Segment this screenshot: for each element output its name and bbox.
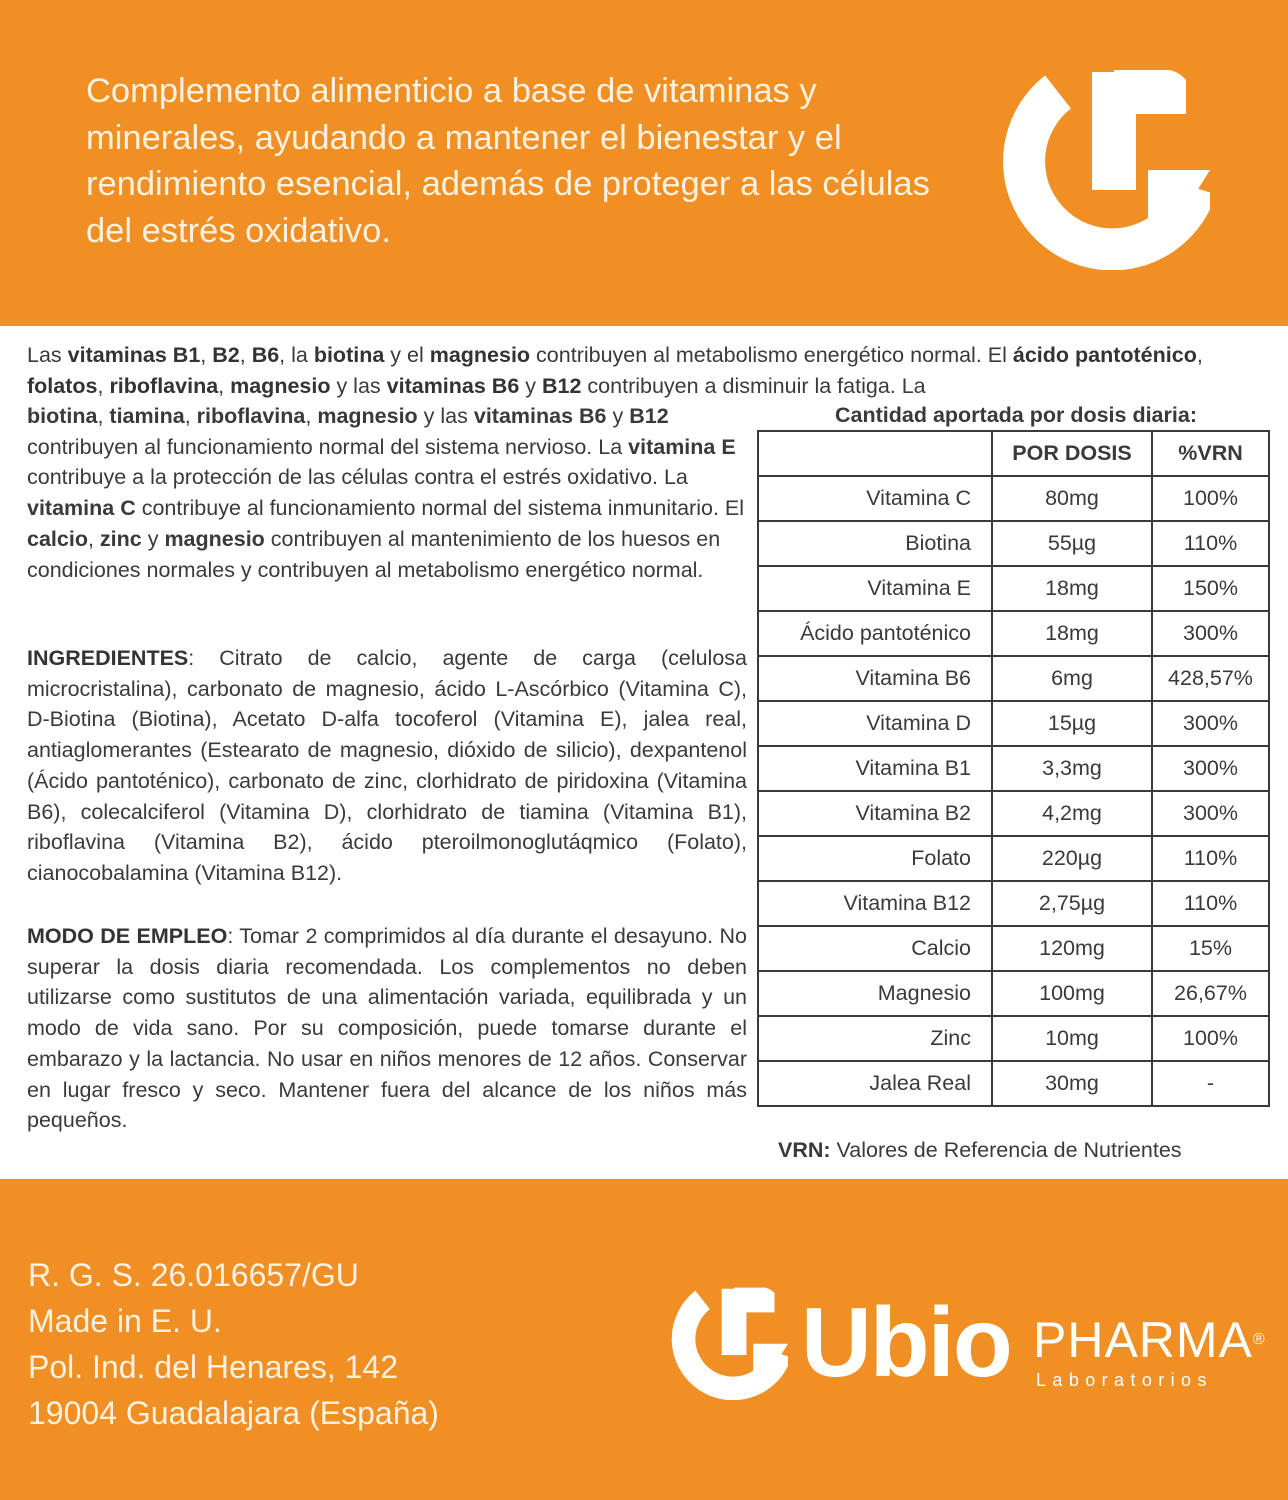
nutrient-vrn: 150%: [1152, 566, 1269, 611]
header-vrn: %VRN: [1152, 431, 1269, 476]
nutrient-name: Vitamina B6: [758, 656, 992, 701]
table-caption: Cantidad aportada por dosis diaria:: [835, 403, 1197, 427]
table-row: [758, 701, 1269, 746]
usage-text: : Tomar 2 comprimidos al día durante el desayuno. No superar la dosis diaria recomendada. Los complementos no deben utilizarse como sustitutos de una alimentación variada, equilibrada y un modo de vida sano. Por su composición, puede tomarse durante el embarazo y la lactancia. No usar en niños menores de 12 años. Conservar en lugar fresco y seco. Mantener fuera del alcance de los niños más pequeños.: [27, 924, 747, 1133]
nutrient-dose: 4,2mg: [992, 791, 1152, 836]
table-row: [758, 1016, 1269, 1061]
table-row: [758, 566, 1269, 611]
nutrient-dose: 55µg: [992, 521, 1152, 566]
nutrient-name: Vitamina D: [758, 701, 992, 746]
ubio-logo-icon: [1000, 60, 1210, 270]
product-tagline: Complemento alimenticio a base de vitaminas y minerales, ayudando a mantener el bienestar y el rendimiento esencial, además de proteger a las células del estrés oxidativo.: [86, 72, 930, 250]
nutrient-vrn: 110%: [1152, 836, 1269, 881]
nutrient-name: Vitamina B2: [758, 791, 992, 836]
footer-info: [28, 1252, 439, 1436]
nutrient-name: Ácido pantoténico: [758, 611, 992, 656]
nutrient-vrn: 110%: [1152, 881, 1269, 926]
nutrient-name: Vitamina E: [758, 566, 992, 611]
brand-name-ubio: Ubio: [801, 1287, 1011, 1397]
nutrient-vrn: 15%: [1152, 926, 1269, 971]
table-row: [758, 521, 1269, 566]
health-claims-continued: biotina, tiamina, riboflavina, magnesio y las vitaminas B6 y B12 contribuyen al funcionamiento normal del sistema nervioso. La vitamina E contribuye a la protección de las células contra el estrés oxidativo. La vitamina C contribuye al funcionamiento normal del sistema inmunitario. El calcio, zinc y magnesio contribuyen al mantenimiento de los huesos en condiciones normales y contribuyen al metabolismo energético normal.: [27, 404, 745, 582]
nutrient-vrn: 110%: [1152, 521, 1269, 566]
address-line: Pol. Ind. del Henares, 142: [28, 1349, 399, 1385]
nutrient-vrn: 300%: [1152, 746, 1269, 791]
brand-logo: [668, 1287, 1268, 1410]
nutrient-vrn: 300%: [1152, 701, 1269, 746]
nutrient-name: Folato: [758, 836, 992, 881]
table-row: [758, 926, 1269, 971]
nutrient-dose: 2,75µg: [992, 881, 1152, 926]
city-line: 19004 Guadalajara (España): [28, 1395, 439, 1431]
nutrient-name: Vitamina B1: [758, 746, 992, 791]
nutrient-vrn: 100%: [1152, 1016, 1269, 1061]
nutrient-dose: 100mg: [992, 971, 1152, 1016]
header-dose: POR DOSIS: [992, 431, 1152, 476]
nutrient-vrn: 300%: [1152, 611, 1269, 656]
nutrient-dose: 220µg: [992, 836, 1152, 881]
nutrient-name: Vitamina B12: [758, 881, 992, 926]
nutrient-vrn: 428,57%: [1152, 656, 1269, 701]
registry-number: R. G. S. 26.016657/GU: [28, 1257, 359, 1293]
ingredients-label: INGREDIENTES: [27, 646, 189, 670]
nutrient-dose: 15µg: [992, 701, 1152, 746]
nutrient-vrn: -: [1152, 1061, 1269, 1106]
usage-section: [27, 921, 747, 1136]
table-row: [758, 746, 1269, 791]
origin-line: Made in E. U.: [28, 1303, 222, 1339]
vrn-note: VRN: Valores de Referencia de Nutrientes: [778, 1138, 1182, 1162]
health-claims-intro: Las vitaminas B1, B2, B6, la biotina y el magnesio contribuyen al metabolismo energético normal. El ácido pantoténico, folatos, riboflavina, magnesio y las vitaminas B6 y B12 contribuyen a disminuir la fatiga. La: [27, 343, 1203, 398]
nutrition-table: [757, 430, 1264, 1107]
nutrient-dose: 3,3mg: [992, 746, 1152, 791]
nutrient-name: Magnesio: [758, 971, 992, 1016]
table-row: [758, 611, 1269, 656]
nutrient-dose: 18mg: [992, 611, 1152, 656]
table-header-row: [758, 431, 1269, 476]
table-row: [758, 971, 1269, 1016]
table-row: [758, 836, 1269, 881]
table-row: [758, 656, 1269, 701]
usage-label: MODO DE EMPLEO: [27, 924, 228, 948]
nutrient-dose: 80mg: [992, 476, 1152, 521]
nutrient-dose: 10mg: [992, 1016, 1152, 1061]
nutrient-dose: 30mg: [992, 1061, 1152, 1106]
table-row: [758, 476, 1269, 521]
nutrient-vrn: 300%: [1152, 791, 1269, 836]
nutrient-vrn: 100%: [1152, 476, 1269, 521]
nutrient-name: Biotina: [758, 521, 992, 566]
nutrient-dose: 18mg: [992, 566, 1152, 611]
table-row: [758, 1061, 1269, 1106]
ingredients-section: [27, 643, 747, 889]
table-row: [758, 881, 1269, 926]
nutrient-name: Vitamina C: [758, 476, 992, 521]
ubio-logo-icon: [670, 1282, 788, 1400]
nutrient-dose: 120mg: [992, 926, 1152, 971]
ingredients-text: : Citrato de calcio, agente de carga (celulosa microcristalina), carbonato de magnesio, ácido L-Ascórbico (Vitamina C), D-Biotina (Biotina), Acetato D-alfa tocoferol (Vitamina E), jalea real, antiaglomerantes (Estearato de magnesio, dióxido de silicio), dexpantenol (Ácido pantoténico), carbonato de zinc, clorhidrato de piridoxina (Vitamina B6), colecalciferol (Vitamina D), clorhidrato de tiamina (Vitamina B1), riboflavina (Vitamina B2), ácido pteroilmonoglutáqmico (Folato), cianocobalamina (Vitamina B12).: [27, 646, 747, 885]
nutrient-dose: 6mg: [992, 656, 1152, 701]
nutrient-name: Zinc: [758, 1016, 992, 1061]
brand-name-pharma: PHARMA®: [1033, 1312, 1266, 1368]
nutrient-vrn: 26,67%: [1152, 971, 1269, 1016]
brand-laboratorios: Laboratorios: [1036, 1370, 1213, 1390]
nutrient-name: Jalea Real: [758, 1061, 992, 1106]
table-row: [758, 791, 1269, 836]
header-blank-cell: [758, 431, 992, 476]
nutrient-name: Calcio: [758, 926, 992, 971]
